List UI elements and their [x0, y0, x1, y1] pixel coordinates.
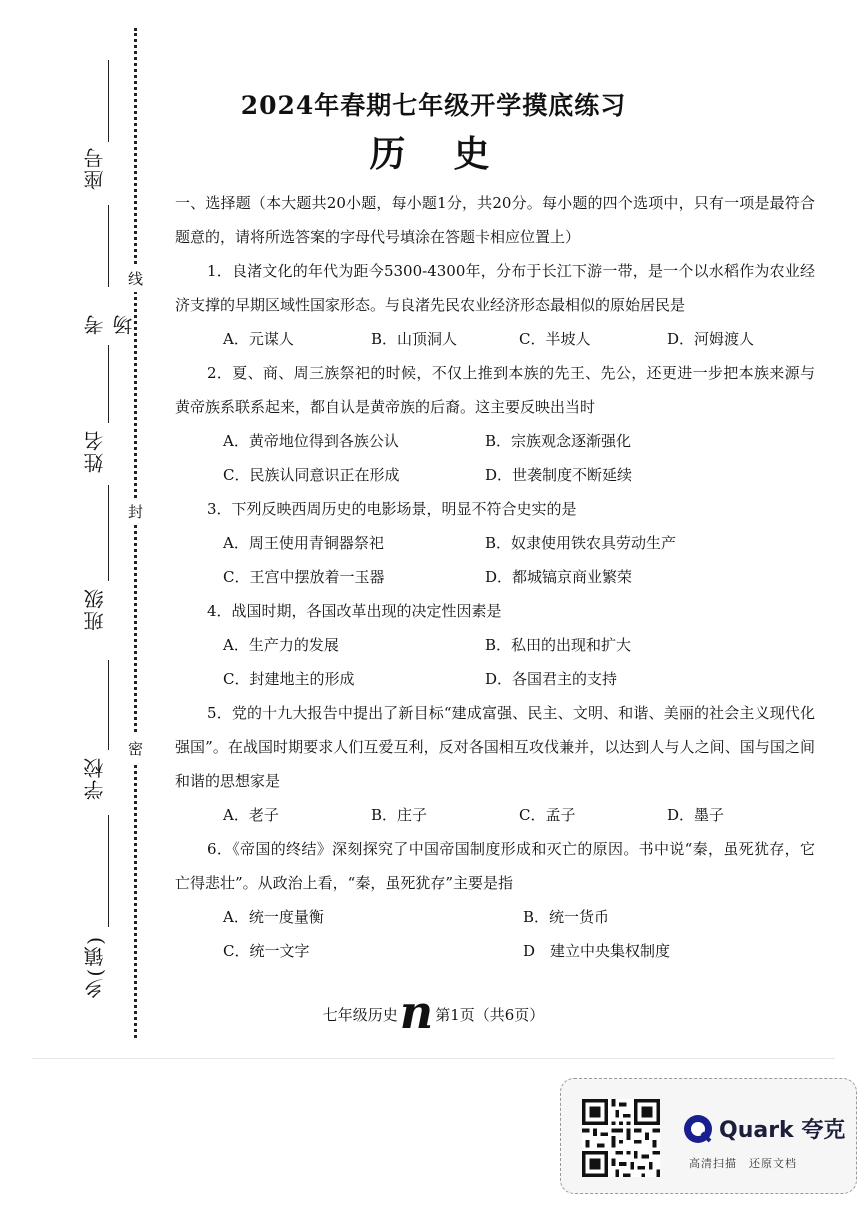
binding-mark-seal: 封 [128, 498, 143, 525]
question-options [175, 458, 815, 492]
question-stem: 5．党的十九大报告中提出了新目标“建成富强、民主、文明、和谐、美丽的社会主义现代化强国”。在战国时期要求人们互爱互利，反对各国相互攻伐兼并，以达到人与人之间、国与国之间和谐的思想家是 [175, 704, 815, 790]
question-stem: 1．良渚文化的年代为距今5300-4300年，分布于长江下游一带，是一个以水稻作为农业经济支撑的早期区域性国家形态。与良渚先民农业经济形态最相似的原始居民是 [175, 262, 815, 314]
option-d: D．都城镐京商业繁荣 [485, 568, 633, 586]
question-options [175, 662, 815, 696]
question-options [175, 798, 815, 832]
option-c: C．统一文字 [223, 942, 310, 960]
option-a: A．周王使用青铜器祭祀 [223, 534, 384, 552]
option-d: D．世袭制度不断延续 [485, 466, 633, 484]
question-options [175, 628, 815, 662]
option-c: C．孟子 [519, 806, 576, 824]
question-2 [175, 356, 815, 492]
option-d: D 建立中央集权制度 [523, 942, 671, 960]
handwritten-mark: n [399, 985, 434, 1039]
quark-badge[interactable] [560, 1078, 857, 1194]
question-1 [175, 254, 815, 356]
qr-code-icon[interactable] [582, 1099, 660, 1177]
question-options [175, 526, 815, 560]
question-options [175, 934, 815, 968]
question-6 [175, 832, 815, 968]
question-3 [175, 492, 815, 594]
option-b: B．庄子 [371, 806, 428, 824]
option-a: A．老子 [223, 806, 279, 824]
field-school: 学校 [80, 660, 120, 800]
option-b: B．奴隶使用铁农具劳动生产 [485, 534, 677, 552]
option-a: A．生产力的发展 [223, 636, 339, 654]
quark-brand-name: Quark 夸克 [719, 1118, 846, 1143]
exam-content [175, 186, 815, 968]
field-name: 姓名 [80, 345, 120, 475]
option-b: B．私田的出现和扩大 [485, 636, 632, 654]
option-c: C．民族认同意识正在形成 [223, 466, 400, 484]
question-stem: 6．《帝国的终结》深刻探究了中国帝国制度形成和灭亡的原因。书中说“秦，虽死犹存，它亡得悲壮”。从政治上看，“秦，虽死犹存”主要是指 [175, 840, 815, 892]
option-a: A．元谋人 [223, 330, 294, 348]
binding-mark-line: 线 [128, 265, 143, 292]
quark-logo [683, 1113, 845, 1144]
footer-course: 七年级历史 [322, 1006, 398, 1024]
binding-mark-secret: 密 [128, 735, 143, 762]
page-footer [0, 985, 867, 1039]
question-4 [175, 594, 815, 696]
field-seat-number: 座号 [80, 60, 120, 190]
field-township: 乡(镇) [80, 815, 120, 1005]
binding-dotted-line [134, 28, 137, 1038]
option-b: B．山顶洞人 [371, 330, 458, 348]
question-options [175, 424, 815, 458]
exam-subject: 历史 [369, 133, 538, 175]
option-d: D．河姆渡人 [667, 330, 755, 348]
quark-slogan: 高清扫描 还原文档 [689, 1157, 797, 1170]
option-a: A．黄帝地位得到各族公认 [223, 432, 399, 450]
question-options [175, 900, 815, 934]
question-stem: 2．夏、商、周三族祭祀的时候，不仅上推到本族的先王、先公，还更进一步把本族来源与黄帝族系联系起来，都自认是黄帝族的后裔。这主要反映出当时 [175, 364, 815, 416]
question-options [175, 322, 815, 356]
quark-logo-icon [683, 1114, 713, 1144]
section-heading: 一、选择题（本大题共20小题，每小题1分，共20分。每小题的四个选项中，只有一项是最符合题意的，请将所选答案的字母代号填涂在答题卡相应位置上） [175, 194, 815, 246]
option-c: C．封建地主的形成 [223, 670, 355, 688]
question-stem: 3．下列反映西周历史的电影场景，明显不符合史实的是 [207, 500, 577, 518]
question-stem: 4．战国时期，各国改革出现的决定性因素是 [207, 602, 502, 620]
option-b: B．宗族观念逐渐强化 [485, 432, 632, 450]
footer-page-number: 第1页（共6页） [435, 1006, 545, 1024]
option-c: C．王宫中摆放着一玉器 [223, 568, 385, 586]
question-5 [175, 696, 815, 832]
question-options [175, 560, 815, 594]
option-b: B．统一货币 [523, 908, 610, 926]
option-d: D．各国君主的支持 [485, 670, 618, 688]
field-exam-room: 考场 [80, 205, 120, 335]
option-d: D．墨子 [667, 806, 725, 824]
option-c: C．半坡人 [519, 330, 591, 348]
option-a: A．统一度量衡 [223, 908, 324, 926]
page-separator [32, 1058, 835, 1059]
exam-title: 2024年春期七年级开学摸底练习 [240, 91, 627, 120]
field-class: 班级 [80, 485, 120, 635]
